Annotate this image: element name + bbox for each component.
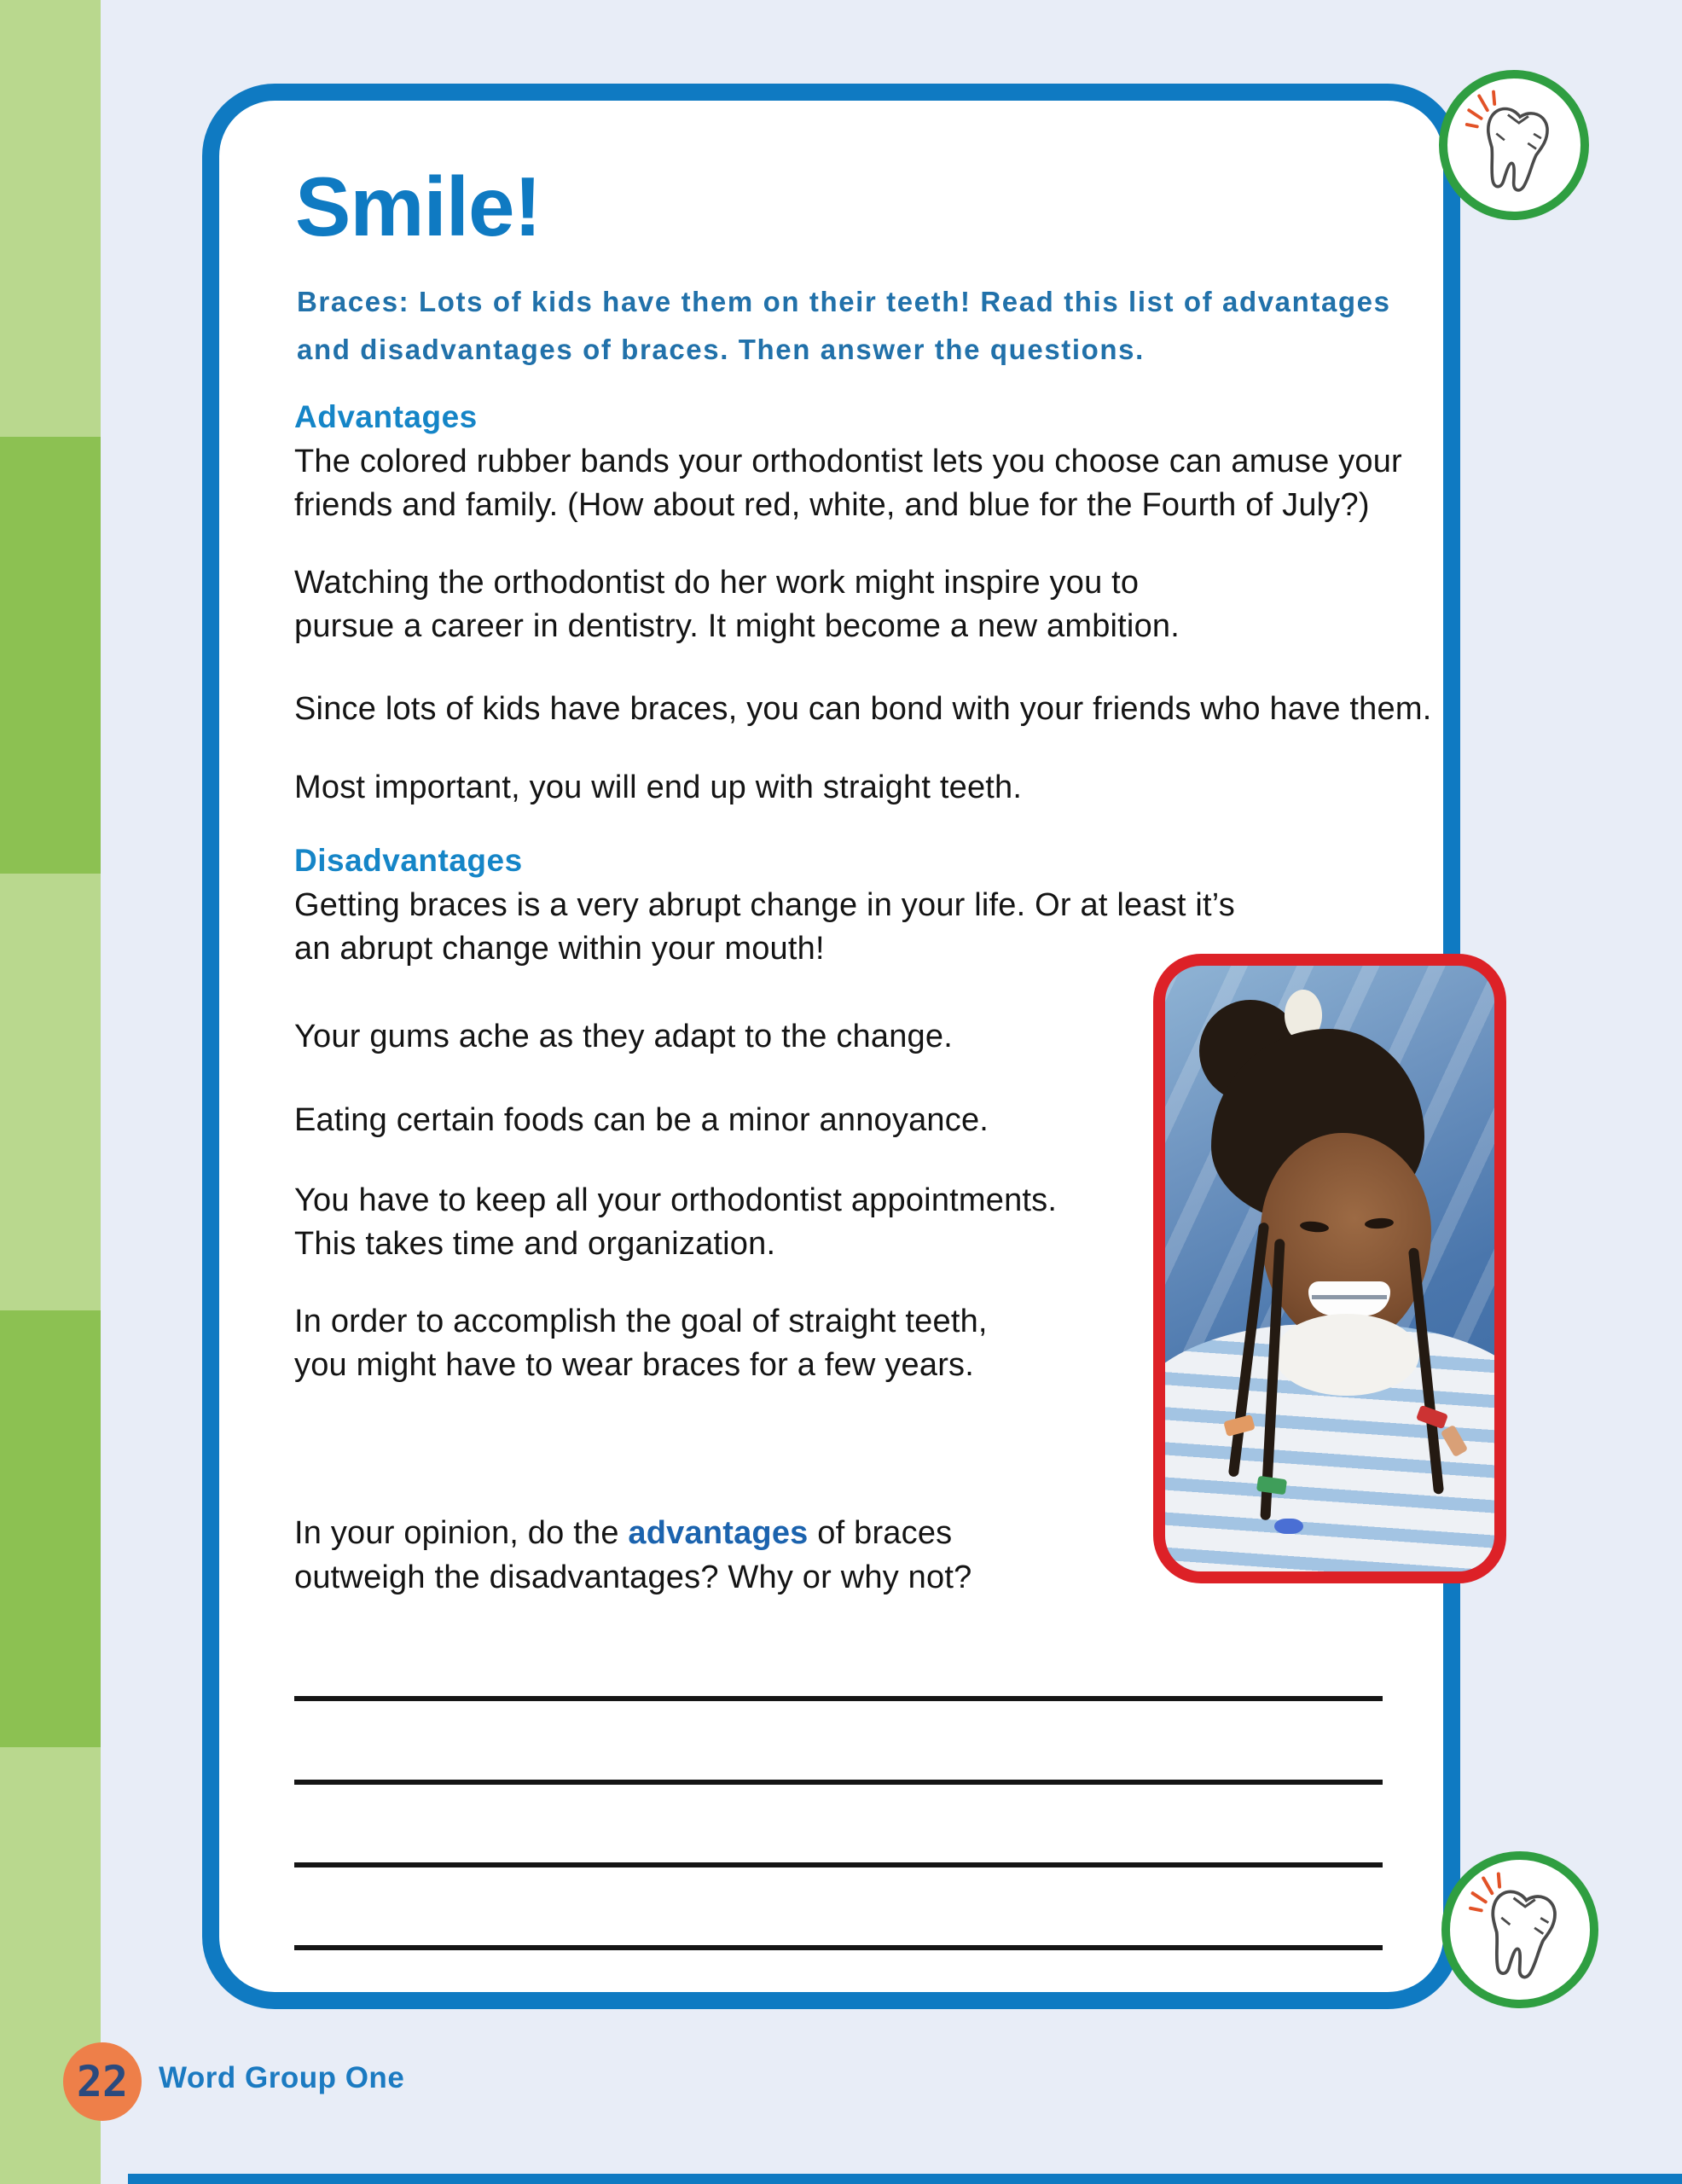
disadvantages-paragraph-line: an abrupt change within your mouth!: [294, 931, 825, 967]
next-page-edge-rule: [128, 2174, 1682, 2184]
question-text: of braces: [808, 1515, 953, 1551]
tooth-icon: [1463, 90, 1565, 200]
advantages-paragraph-line: pursue a career in dentistry. It might become a new ambition.: [294, 608, 1180, 644]
sidebar-green-segment: [0, 1747, 101, 2184]
answer-blank-line: [294, 1945, 1383, 1950]
disadvantages-paragraph-line: you might have to wear braces for a few years.: [294, 1347, 975, 1383]
sidebar-green-segment: [0, 1310, 101, 1747]
question-line: outweigh the disadvantages? Why or why not?: [294, 1560, 972, 1595]
tooth-badge-bottom: [1441, 1851, 1598, 2008]
tooth-icon: [1466, 1872, 1574, 1988]
shirt-collar: [1274, 1314, 1419, 1396]
page-number: 22: [76, 2057, 129, 2106]
girl-with-braces-photo: [1153, 954, 1506, 1583]
sidebar-green-segment: [0, 874, 101, 1310]
advantages-paragraph-line: friends and family. (How about red, white, and blue for the Fourth of July?): [294, 487, 1370, 523]
advantages-paragraph-line: The colored rubber bands your orthodontist lets you choose can amuse your: [294, 444, 1402, 479]
disadvantages-paragraph-line: In order to accomplish the goal of straight teeth,: [294, 1304, 988, 1339]
section-label: Word Group One: [159, 2061, 405, 2094]
disadvantages-paragraph-line: Your gums ache as they adapt to the change.: [294, 1019, 953, 1054]
page-title: Smile!: [295, 160, 542, 253]
advantages-paragraph-line: Watching the orthodontist do her work might inspire you to: [294, 565, 1140, 601]
answer-blank-line: [294, 1780, 1383, 1785]
intro-text-line: Braces: Lots of kids have them on their teeth! Read this list of advantages: [297, 286, 1391, 317]
advantages-heading: Advantages: [294, 399, 478, 434]
disadvantages-heading: Disadvantages: [294, 843, 523, 878]
disadvantages-paragraph-line: This takes time and organization.: [294, 1226, 776, 1262]
intro-text-line: and disadvantages of braces. Then answer the questions.: [297, 334, 1145, 365]
advantages-paragraph-line: Most important, you will end up with straight teeth.: [294, 770, 1023, 805]
braces: [1312, 1295, 1387, 1299]
smile-with-braces: [1308, 1281, 1390, 1316]
sidebar-green-segment: [0, 437, 101, 874]
answer-blank-line: [294, 1696, 1383, 1701]
question-bold-word: advantages: [628, 1515, 809, 1551]
hair-bow: [1274, 1519, 1303, 1534]
tooth-badge-top: [1439, 70, 1589, 220]
disadvantages-paragraph-line: Getting braces is a very abrupt change in your life. Or at least it’s: [294, 887, 1235, 923]
answer-blank-line: [294, 1862, 1383, 1867]
sidebar-green-segment: [0, 0, 101, 437]
question-text: In your opinion, do the: [294, 1515, 629, 1551]
disadvantages-paragraph-line: You have to keep all your orthodontist appointments.: [294, 1182, 1058, 1218]
page-number-badge: [63, 2042, 142, 2121]
disadvantages-paragraph-line: Eating certain foods can be a minor annoyance.: [294, 1102, 989, 1138]
advantages-paragraph-line: Since lots of kids have braces, you can bond with your friends who have them.: [294, 691, 1432, 727]
